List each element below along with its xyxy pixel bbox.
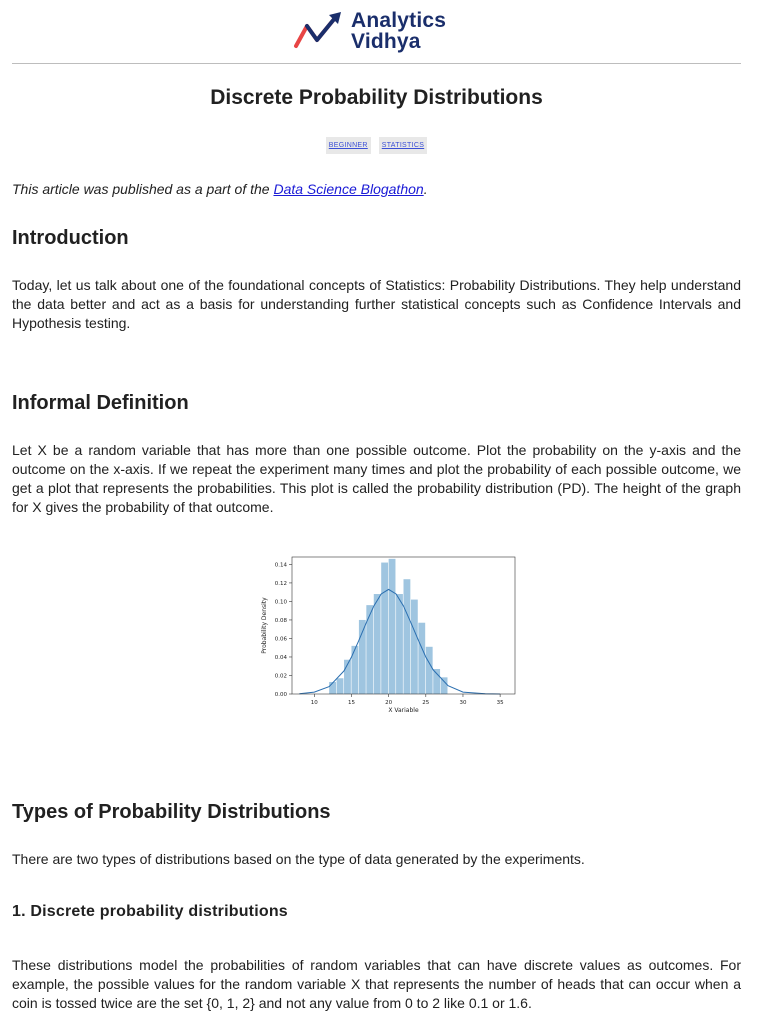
intro-paragraph: Today, let us talk about one of the foundational concepts of Statistics: Probability Distributions. They help understand the data better and act as a basis for understanding further statistical concepts such as Confidence Intervals and Hypothesis testing. bbox=[12, 277, 741, 331]
x-tick-label: 25 bbox=[422, 700, 430, 706]
histogram-bar bbox=[389, 559, 396, 694]
logo-line-1: Analytics bbox=[351, 9, 447, 32]
y-axis-label: Probability Density bbox=[261, 597, 268, 654]
histogram-bar bbox=[396, 594, 403, 694]
y-tick-label: 0.14 bbox=[274, 562, 287, 569]
discrete-paragraph: These distributions model the probabilities of random variables that can have discrete values as outcomes. For example, the possible values for the random variable X that represents the number of heads that can occur when a coin is tossed twice are the set {0, 1, 2} and not any value from 0 to 2 like 0.1 or 1.6. bbox=[12, 957, 741, 1011]
informal-paragraph: Let X be a random variable that has more than one possible outcome. Plot the probability on the y-axis and the outcome on the x-axis. If we repeat the experiment many times and plot the probability of each possible outcome, we get a plot that represents the probabilities. This plot is called the probability distribution (PD). The height of the graph for X gives the probability of that outcome. bbox=[12, 442, 741, 515]
y-tick-label: 0.02 bbox=[274, 673, 287, 680]
y-tick-label: 0.00 bbox=[274, 692, 287, 698]
x-tick-label: 30 bbox=[459, 700, 467, 706]
histogram-bar bbox=[441, 677, 448, 694]
publication-note bbox=[12, 181, 428, 197]
histogram-bar bbox=[366, 605, 373, 694]
probability-distribution-chart bbox=[248, 552, 528, 722]
site-logo[interactable] bbox=[293, 8, 483, 56]
article-title: Discrete Probability Distributions bbox=[210, 86, 543, 109]
histogram-bar bbox=[381, 563, 388, 694]
y-tick-label: 0.06 bbox=[274, 636, 287, 643]
histogram-bar bbox=[433, 669, 440, 694]
heading-types: Types of Probability Distributions bbox=[12, 801, 331, 823]
analytics-arrow-icon bbox=[293, 10, 349, 54]
x-tick-label: 20 bbox=[385, 700, 393, 706]
y-tick-label: 0.12 bbox=[274, 580, 287, 587]
x-tick-label: 15 bbox=[347, 700, 355, 706]
histogram-bar bbox=[337, 678, 344, 694]
publication-prefix: This article was published as a part of the bbox=[12, 181, 274, 197]
logo-line-2: Vidhya bbox=[351, 30, 421, 53]
y-tick-label: 0.10 bbox=[274, 599, 287, 606]
histogram-bar bbox=[411, 600, 418, 694]
histogram-bar bbox=[329, 682, 336, 694]
tag-list bbox=[12, 137, 741, 154]
histogram-bar bbox=[374, 594, 381, 694]
tag-statistics[interactable]: STATISTICS bbox=[379, 137, 427, 154]
x-axis-label: X Variable bbox=[388, 707, 419, 714]
heading-informal-definition: Informal Definition bbox=[12, 392, 189, 414]
heading-introduction: Introduction bbox=[12, 227, 129, 249]
publication-suffix: . bbox=[423, 181, 428, 197]
histogram-bar bbox=[351, 646, 358, 694]
histogram-bar bbox=[426, 647, 433, 694]
x-tick-label: 35 bbox=[496, 700, 504, 706]
logo-wordmark bbox=[351, 10, 446, 52]
y-tick-label: 0.08 bbox=[274, 617, 287, 624]
heading-discrete: 1. Discrete probability distributions bbox=[12, 903, 288, 920]
y-tick-label: 0.04 bbox=[274, 654, 287, 661]
header-divider bbox=[12, 63, 741, 64]
types-paragraph: There are two types of distributions based on the type of data generated by the experiments. bbox=[12, 851, 585, 867]
histogram-bar bbox=[404, 579, 411, 694]
histogram-bar bbox=[418, 623, 425, 694]
x-tick-label: 10 bbox=[310, 700, 318, 706]
tag-beginner[interactable]: BEGINNER bbox=[326, 137, 371, 154]
blogathon-link[interactable]: Data Science Blogathon bbox=[273, 181, 424, 197]
